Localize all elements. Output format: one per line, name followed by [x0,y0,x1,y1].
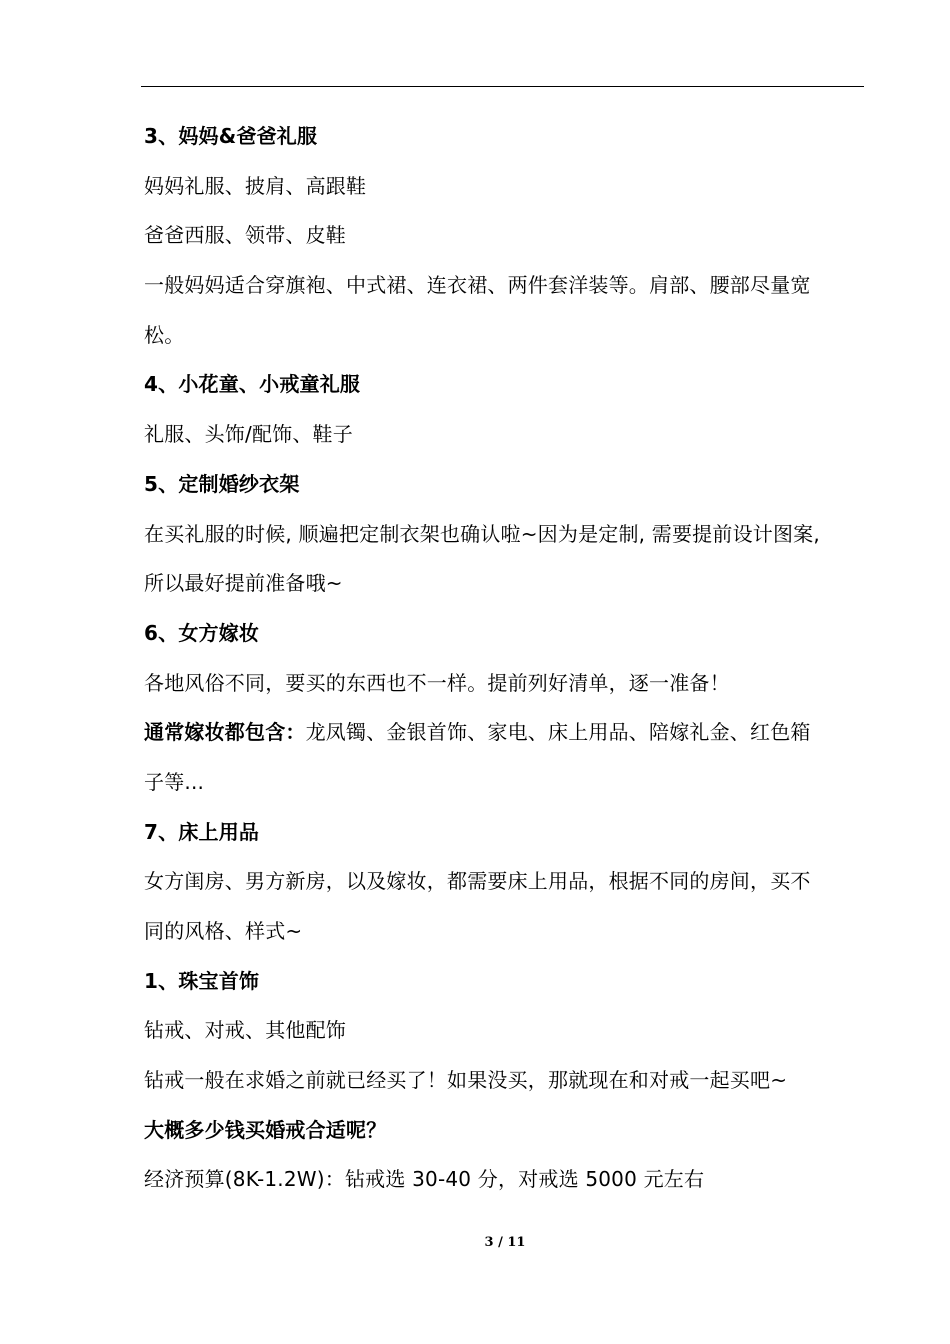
section-heading-custom-hanger: 5、定制婚纱衣架 [144,471,300,496]
page-number: 3 / 11 [484,1235,526,1250]
paragraph-line: 同的风格、样式~ [144,919,303,943]
section-heading-ring-budget: 大概多少钱买婚戒合适呢？ [144,1117,387,1142]
section-heading-mom-dad-attire: 3、妈妈&爸爸礼服 [144,124,318,148]
paragraph-line: 松。 [144,322,185,347]
paragraph-line: 子等... [144,769,205,794]
paragraph-line: 爸爸西服、领带、皮鞋 [144,223,346,248]
paragraph-line: 在买礼服的时候, 顺遍把定制衣架也确认啦~因为是定制, 需要提前设计图案, [144,521,820,546]
paragraph-line: 经济预算(8K-1.2W)：钻戒选 30-40 分，对戒选 5000 元左右 [144,1167,705,1192]
paragraph-line: 钻戒一般在求婚之前就已经买了！如果没买，那就现在和对戒一起买吧~ [144,1068,788,1093]
section-heading-bedding: 7、床上用品 [144,819,260,844]
paragraph-line-mixed [144,708,869,758]
paragraph-line: 钻戒、对戒、其他配饰 [144,1018,346,1043]
paragraph-line: 礼服、头饰/配饰、鞋子 [144,422,353,447]
paragraph-line: 妈妈礼服、披肩、高跟鞋 [144,173,367,198]
section-heading-jewelry: 1、珠宝首饰 [144,968,260,993]
inline-bold-label: 通常嫁妆都包含： [144,720,306,745]
header-rule [141,86,864,87]
section-heading-dowry: 6、女方嫁妆 [144,620,260,645]
paragraph-line: 所以最好提前准备哦~ [144,571,343,596]
section-heading-flower-ring-kids: 4、小花童、小戒童礼服 [144,372,361,397]
paragraph-line: 一般妈妈适合穿旗袍、中式裙、连衣裙、两件套洋装等。肩部、腰部尽量宽 [144,273,811,298]
paragraph-line: 各地风俗不同，要买的东西也不一样。提前列好清单，逐一准备！ [144,670,730,695]
paragraph-line: 女方闺房、男方新房，以及嫁妆，都需要床上用品，根据不同的房间，买不 [144,869,811,894]
document-body [144,112,869,1205]
inline-text: 龙凤镯、金银首饰、家电、床上用品、陪嫁礼金、红色箱 [305,720,811,745]
